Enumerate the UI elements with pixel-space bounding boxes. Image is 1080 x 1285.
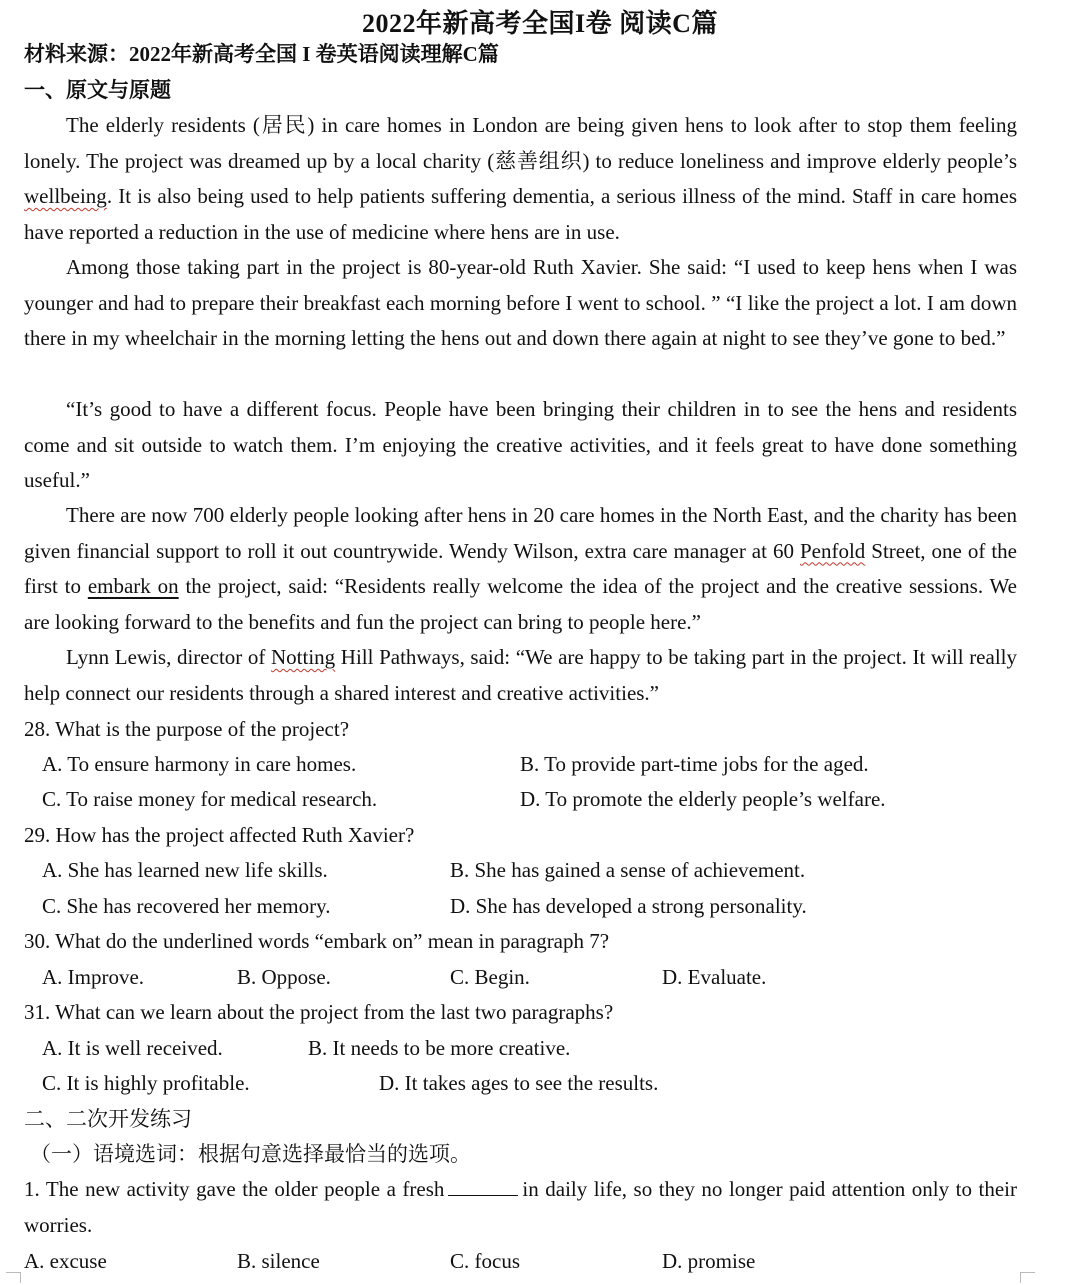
exercise-option-c: C. focus <box>450 1249 520 1273</box>
paragraph-5 <box>24 640 1017 711</box>
paragraph-text: the project, said: “Residents really welcome the idea of the project and the creative sessions. We are looking forward to the benefits and fun the project can bring to people here.” <box>24 574 1017 634</box>
subsection-heading: （一）语境选词：根据句意选择最恰当的选项。 <box>30 1142 471 1166</box>
option-31-b: B. It needs to be more creative. <box>308 1036 571 1060</box>
paragraph-text: The elderly residents (居民) in care homes in London are being given hens to look after to stop them feeling lonely. The project was dreamed up by a local charity (慈善组织) to reduce loneliness and improve elderly people’s <box>24 113 1017 173</box>
paragraph-text: “It’s good to have a different focus. People have been bringing their children in to see the hens and residents come and sit outside to watch them. I’m enjoying the creative activities, and it feels great to have done something useful.” <box>24 397 1017 492</box>
option-30-c: C. Begin. <box>450 965 530 989</box>
question-31: 31. What can we learn about the project from the last two paragraphs? <box>24 1000 614 1024</box>
option-28-b: B. To provide part-time jobs for the aged. <box>520 752 869 776</box>
option-29-a: A. She has learned new life skills. <box>42 858 328 882</box>
exercise-1-sentence <box>24 1172 1017 1243</box>
question-30: 30. What do the underlined words “embark on” mean in paragraph 7? <box>24 929 610 953</box>
paragraph-text: Among those taking part in the project is 80-year-old Ruth Xavier. She said: “I used to keep hens when I was younger and had to prepare their breakfast each morning before I went to school. ” “I like the project a lot. I am down there in my wheelchair in the morning letting the hens out and down there again at night to see they’ve gone to bed.” <box>24 255 1017 350</box>
paragraph-3 <box>24 392 1017 499</box>
option-28-a: A. To ensure harmony in care homes. <box>42 752 357 776</box>
option-29-d: D. She has developed a strong personality. <box>450 894 807 918</box>
paragraph-1 <box>24 108 1017 250</box>
paragraph-text: Hill Pathways, said: “We are happy to be taking part in the project. It will really help connect our residents through a shared interest and creative activities.” <box>24 645 1017 705</box>
exercise-option-b: B. silence <box>237 1249 320 1273</box>
source-line: 材料来源：2022年新高考全国 I 卷英语阅读理解C篇 <box>24 42 499 66</box>
option-30-b: B. Oppose. <box>237 965 331 989</box>
document-title: 2022年新高考全国I卷 阅读C篇 <box>362 9 718 38</box>
wavy-underlined-word: Penfold <box>799 538 866 563</box>
exercise-1-before: 1. The new activity gave the older people a fresh <box>24 1177 445 1201</box>
paragraph-text: Street, one of the first to <box>24 538 1017 598</box>
question-28: 28. What is the purpose of the project? <box>24 717 350 741</box>
section-heading-original: 一、原文与原题 <box>24 78 171 102</box>
question-29: 29. How has the project affected Ruth Xavier? <box>24 823 415 847</box>
paragraph-text: There are now 700 elderly people looking after hens in 20 care homes in the North East, and the charity has been given financial support to roll it out countrywide. Wendy Wilson, extra care manager at 60 <box>24 503 1017 563</box>
section-heading-practice: 二、二次开发练习 <box>24 1107 192 1131</box>
paragraph-text: Lynn Lewis, director of <box>66 645 271 669</box>
underlined-phrase: embark on <box>87 574 179 598</box>
option-31-a: A. It is well received. <box>42 1036 223 1060</box>
paragraph-text: . It is also being used to help patients suffering dementia, a serious illness of the mind. Staff in care homes have reported a reduction in the use of medicine where hens are in use. <box>24 184 1017 244</box>
option-31-c: C. It is highly profitable. <box>42 1071 250 1095</box>
exercise-option-a: A. excuse <box>24 1249 107 1273</box>
option-29-b: B. She has gained a sense of achievement. <box>450 858 806 882</box>
option-28-d: D. To promote the elderly people’s welfare. <box>520 787 886 811</box>
option-31-d: D. It takes ages to see the results. <box>379 1071 659 1095</box>
paragraph-2 <box>24 250 1017 357</box>
exercise-option-d: D. promise <box>662 1249 756 1273</box>
option-28-c: C. To raise money for medical research. <box>42 787 378 811</box>
exercise-1-after: in daily life, so they no longer paid attention only to their worries. <box>24 1177 1017 1237</box>
option-30-a: A. Improve. <box>42 965 145 989</box>
page-corner-mark-left <box>6 1272 21 1283</box>
paragraph-4 <box>24 498 1017 640</box>
option-30-d: D. Evaluate. <box>662 965 767 989</box>
wavy-underlined-word: wellbeing <box>24 184 107 208</box>
option-29-c: C. She has recovered her memory. <box>42 894 331 918</box>
wavy-underlined-word: Notting <box>271 645 336 669</box>
page-corner-mark-right <box>1020 1272 1035 1283</box>
answer-blank <box>448 1177 518 1196</box>
